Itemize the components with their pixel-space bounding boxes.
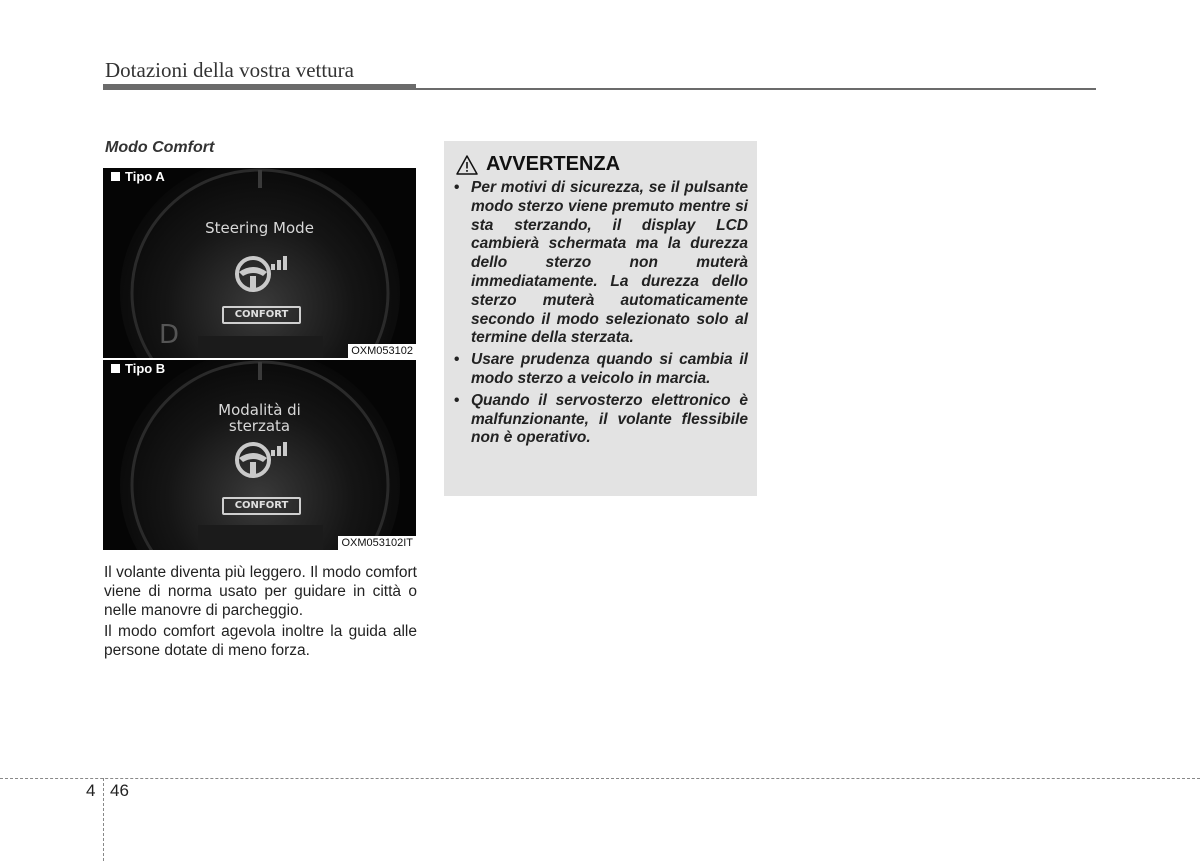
- steering-wheel-icon: [233, 436, 289, 480]
- page-header-title: Dotazioni della vostra vettura: [105, 58, 354, 82]
- warning-header: [456, 153, 620, 176]
- chapter-number: 4: [86, 781, 96, 800]
- screen-title-line: Modalità di: [218, 401, 301, 419]
- screen-title-line: sterzata: [228, 417, 291, 435]
- footer-rule: [0, 778, 1200, 779]
- warning-item: • Quando il servosterzo elettronico è malfunzionante, il volante flessibile non è operativo.: [454, 391, 748, 447]
- section-title: Modo Comfort: [105, 139, 215, 156]
- page-number: 46: [110, 781, 129, 800]
- mode-indicator: CONFORT: [222, 306, 301, 324]
- figure-code: OXM053102: [348, 344, 416, 358]
- warning-item: • Per motivi di sicurezza, se il pulsante modo sterzo viene premuto mentre si sta sterzando, il display LCD cambierà schermata ma la durezza dello sterzo non muterà immediatamente. La durezza dello sterzo muterà automaticamente secondo il modo selezionato solo al termine della sterzata.: [454, 179, 748, 347]
- figure-code: OXM053102IT: [338, 536, 416, 550]
- header-rule-thin: [416, 88, 1096, 90]
- display-panel-type-b: [103, 360, 416, 550]
- screen-title: [103, 402, 416, 434]
- steering-wheel-icon: [233, 250, 289, 294]
- gear-indicator: D: [159, 320, 180, 350]
- header-rule-thick: [103, 84, 416, 90]
- warning-triangle-icon: [456, 155, 478, 175]
- body-paragraph: Il modo comfort agevola inoltre la guida alle persone dotate di meno forza.: [104, 623, 417, 659]
- footer-vertical-rule: [103, 778, 104, 861]
- warning-list: [454, 179, 748, 451]
- warning-box: [444, 141, 757, 496]
- mode-indicator: CONFORT: [222, 497, 301, 515]
- warning-title: AVVERTENZA: [486, 153, 621, 175]
- display-panel-type-a: [103, 168, 416, 358]
- panel-label: Tipo B: [111, 361, 165, 376]
- panel-label: Tipo A: [111, 169, 165, 184]
- screen-title: Steering Mode: [205, 219, 314, 237]
- body-paragraph: Il volante diventa più leggero. Il modo comfort viene di norma usato per guidare in città o nelle manovre di parcheggio.: [104, 564, 417, 619]
- warning-item: • Usare prudenza quando si cambia il modo sterzo a veicolo in marcia.: [454, 351, 748, 387]
